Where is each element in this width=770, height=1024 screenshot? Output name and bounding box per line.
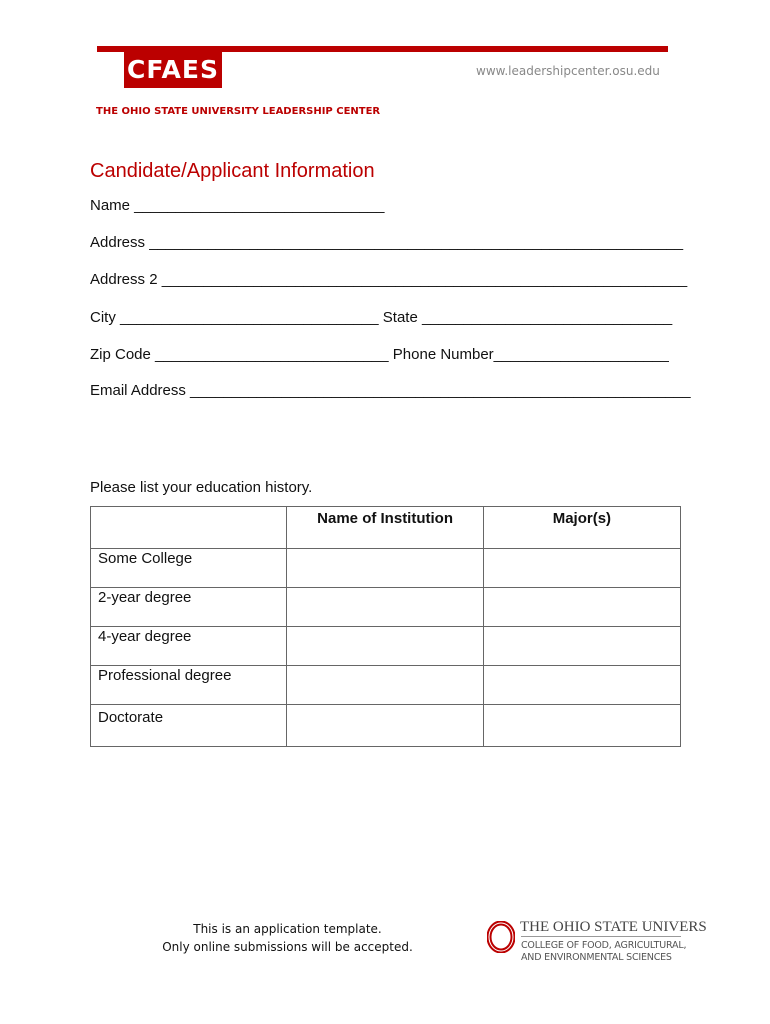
form-title: Candidate/Applicant Information xyxy=(90,160,375,182)
city-state-field[interactable]: City _______________________________ State ______________________________ xyxy=(90,309,673,326)
college-line1: COLLEGE OF FOOD, AGRICULTURAL, xyxy=(521,940,687,951)
table-row xyxy=(91,627,681,666)
table-row xyxy=(91,705,681,747)
row-label: Doctorate xyxy=(91,705,287,747)
header-cell-institution: Name of Institution xyxy=(287,507,483,549)
major-input-cell[interactable] xyxy=(483,549,680,588)
table-row xyxy=(91,549,681,588)
footer-note xyxy=(160,920,415,956)
institution-input-cell[interactable] xyxy=(287,666,483,705)
address2-field[interactable]: Address 2 _______________________________________________________________ xyxy=(90,271,688,288)
major-input-cell[interactable] xyxy=(483,588,680,627)
address-field[interactable]: Address ________________________________________________________________ xyxy=(90,234,684,251)
header-cell-blank xyxy=(91,507,287,549)
college-line2: AND ENVIRONMENTAL SCIENCES xyxy=(521,952,672,963)
header-cell-majors: Major(s) xyxy=(483,507,680,549)
center-name: THE OHIO STATE UNIVERSITY LEADERSHIP CENTER xyxy=(96,106,381,117)
footer-note-line1: This is an application template. xyxy=(193,922,382,936)
institution-input-cell[interactable] xyxy=(287,705,483,747)
osu-wordmark: THE OHIO STATE UNIVERS xyxy=(520,919,707,935)
row-label: 2-year degree xyxy=(91,588,287,627)
table-row xyxy=(91,666,681,705)
major-input-cell[interactable] xyxy=(483,705,680,747)
major-input-cell[interactable] xyxy=(483,666,680,705)
row-label: Professional degree xyxy=(91,666,287,705)
college-name xyxy=(521,940,686,964)
institution-input-cell[interactable] xyxy=(287,588,483,627)
institution-input-cell[interactable] xyxy=(287,627,483,666)
education-table xyxy=(90,506,681,747)
zip-phone-field[interactable]: Zip Code ____________________________ Phone Number_____________________ xyxy=(90,346,669,363)
table-row xyxy=(91,588,681,627)
cfaes-logo: CFAES xyxy=(124,52,222,88)
row-label: 4-year degree xyxy=(91,627,287,666)
name-field[interactable]: Name ______________________________ xyxy=(90,197,385,214)
footer-note-line2: Only online submissions will be accepted. xyxy=(162,940,413,954)
website-url[interactable]: www.leadershipcenter.osu.edu xyxy=(476,64,660,78)
row-label: Some College xyxy=(91,549,287,588)
wordmark-divider xyxy=(521,936,681,937)
table-header-row xyxy=(91,507,681,549)
major-input-cell[interactable] xyxy=(483,627,680,666)
email-field[interactable]: Email Address ____________________________________________________________ xyxy=(90,382,691,399)
education-prompt: Please list your education history. xyxy=(90,479,313,496)
block-o-icon xyxy=(487,921,515,953)
institution-input-cell[interactable] xyxy=(287,549,483,588)
